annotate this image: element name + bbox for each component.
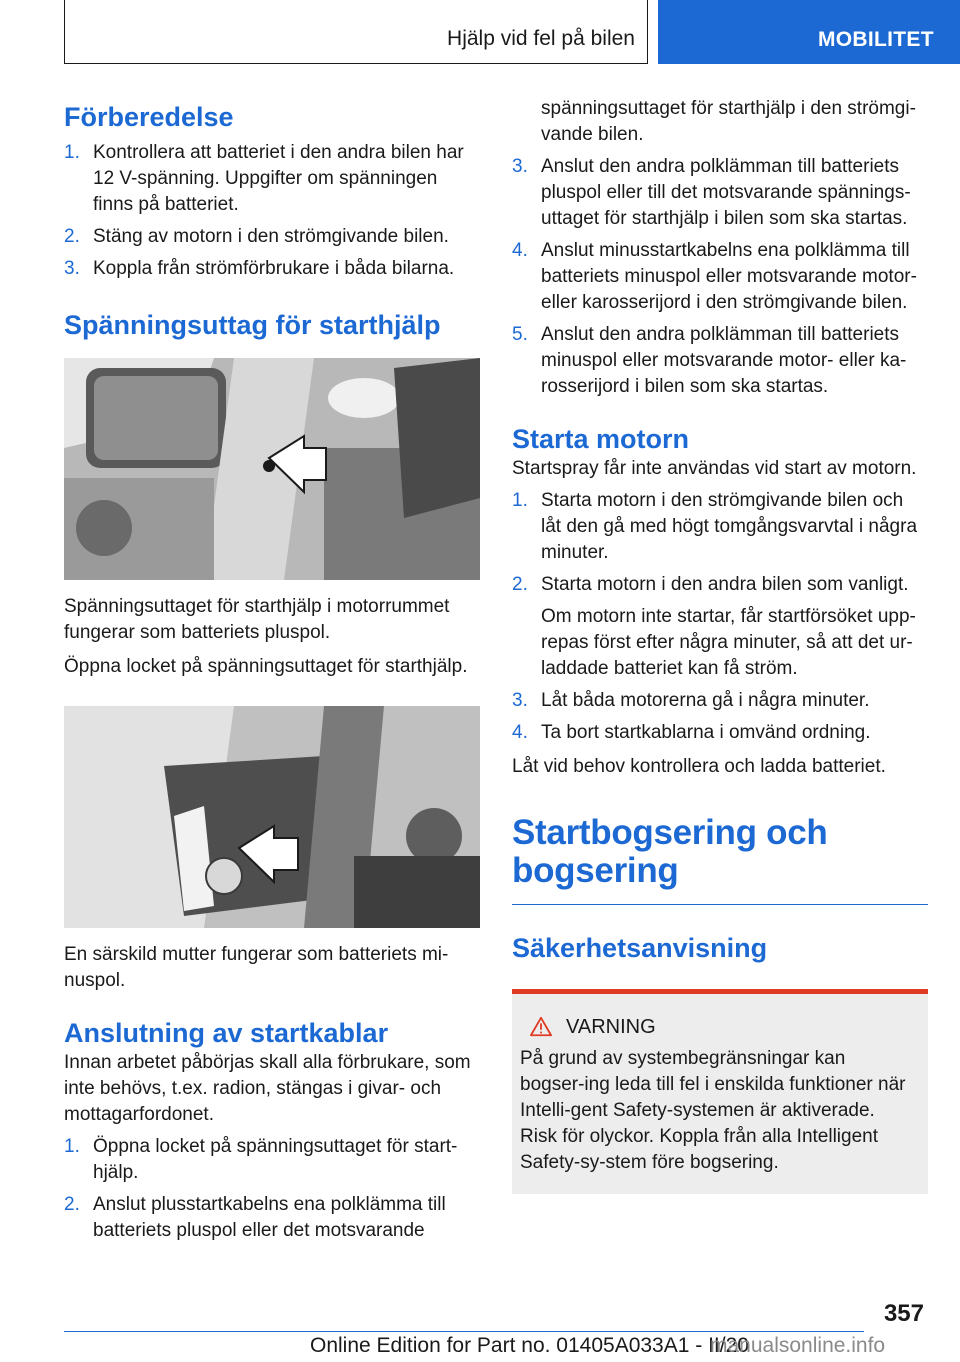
- footer-rule: [64, 1331, 864, 1332]
- list-item: 2. Stäng av motorn i den strömgivande bilen.: [64, 226, 449, 247]
- left-column: [64, 100, 480, 1244]
- socket-title: Spänningsuttag för starthjälp: [64, 310, 441, 340]
- engine-bay-photo-minus: [64, 706, 480, 928]
- prep-steps: [64, 140, 480, 282]
- header-chapter: Hjälp vid fel på bilen: [447, 27, 635, 50]
- start-steps: [512, 488, 928, 598]
- start-intro: Startspray får inte användas vid start av motorn.: [512, 458, 917, 479]
- connect-intro: Innan arbetet påbörjas skall alla förbrukare, som inte behövs, t.ex. radion, stängas i givar- och mottagarfordonet.: [64, 1052, 471, 1125]
- nut-description: En särskild mutter fungerar som batteriets mi-nuspol.: [64, 944, 449, 991]
- warning-header: [520, 1014, 914, 1040]
- footer-edition: Online Edition for Part no. 01405A033A1 - II/20: [310, 1334, 749, 1357]
- socket-description: Spänningsuttaget för starthjälp i motorrummet fungerar som batteriets pluspol.: [64, 596, 450, 643]
- page-number: 357: [883, 1300, 924, 1327]
- start-closing: Låt vid behov kontrollera och ladda batteriet.: [512, 756, 886, 777]
- list-item: 3. Låt båda motorerna gå i några minuter.: [512, 690, 870, 711]
- header-section: MOBILITET: [818, 28, 934, 51]
- list-item: 2. Starta motorn i den andra bilen som vanligt.: [512, 574, 909, 595]
- tow-title-rule: [512, 904, 928, 905]
- engine-bay-photo-plus: [64, 358, 480, 580]
- header-section-box: [658, 0, 960, 64]
- list-item: 1. Starta motorn i den strömgivande bilen och låt den gå med högt tomgångsvarvtal i några minuter.: [512, 490, 918, 563]
- warning-label: VARNING: [566, 1016, 656, 1038]
- connect-steps-continued: [512, 154, 928, 400]
- connect-step2-continued: spänningsuttaget för starthjälp i den strömgi-vande bilen.: [541, 98, 916, 145]
- connect-steps: [64, 1134, 480, 1244]
- list-item: 4. Anslut minusstartkabelns ena polklämma till batteriets minuspol eller motsvarande motor- eller karosserijord i den strömgivande bilen.: [512, 240, 917, 313]
- safety-title: Säkerhetsanvisning: [512, 933, 768, 963]
- warning-text: På grund av systembegränsningar kan bogser-ing leda till fel i enskilda funktioner när Intelli-gent Safety-systemen är aktiverade. Risk för olyckor. Koppla från alla Intelligent Safety-sy-stem före bogsering.: [520, 1048, 906, 1173]
- list-item: 4. Ta bort startkablarna i omvänd ordning.: [512, 722, 871, 743]
- prep-title: Förberedelse: [64, 102, 234, 132]
- list-item: 1. Kontrollera att batteriet i den andra bilen har 12 V-spänning. Uppgifter om spänningen finns på batteriet.: [64, 142, 464, 215]
- warning-box: [512, 989, 928, 1194]
- start-title: Starta motorn: [512, 424, 690, 454]
- right-column: [512, 96, 928, 1194]
- footer-watermark: manualsonline.info: [710, 1334, 886, 1357]
- header-chapter-box: [64, 0, 648, 64]
- list-item: 3. Koppla från strömförbrukare i båda bilarna.: [64, 258, 455, 279]
- start-steps-b: [512, 688, 928, 746]
- list-item: 5. Anslut den andra polklämman till batteriets minuspol eller motsvarande motor- eller ka-rosserijord i bilen som ska startas.: [512, 324, 907, 397]
- socket-open-lid: Öppna locket på spänningsuttaget för starthjälp.: [64, 656, 468, 677]
- warning-triangle-icon: [530, 1016, 552, 1038]
- list-item: 3. Anslut den andra polklämman till batteriets pluspol eller till det motsvarande spännings-uttaget för starthjälp i bilen som ska startas.: [512, 156, 911, 229]
- start-step2-note: Om motorn inte startar, får startförsöket upp-repas först efter några minuter, så att det ur-laddade batteriet kan få ström.: [541, 606, 916, 679]
- list-item: 2. Anslut plusstartkabelns ena polklämma till batteriets pluspol eller det motsvarande: [64, 1194, 446, 1241]
- connect-title: Anslutning av startkablar: [64, 1018, 389, 1048]
- tow-title: Startbogsering och bogsering: [512, 813, 828, 890]
- list-item: 1. Öppna locket på spänningsuttaget för start-hjälp.: [64, 1136, 458, 1183]
